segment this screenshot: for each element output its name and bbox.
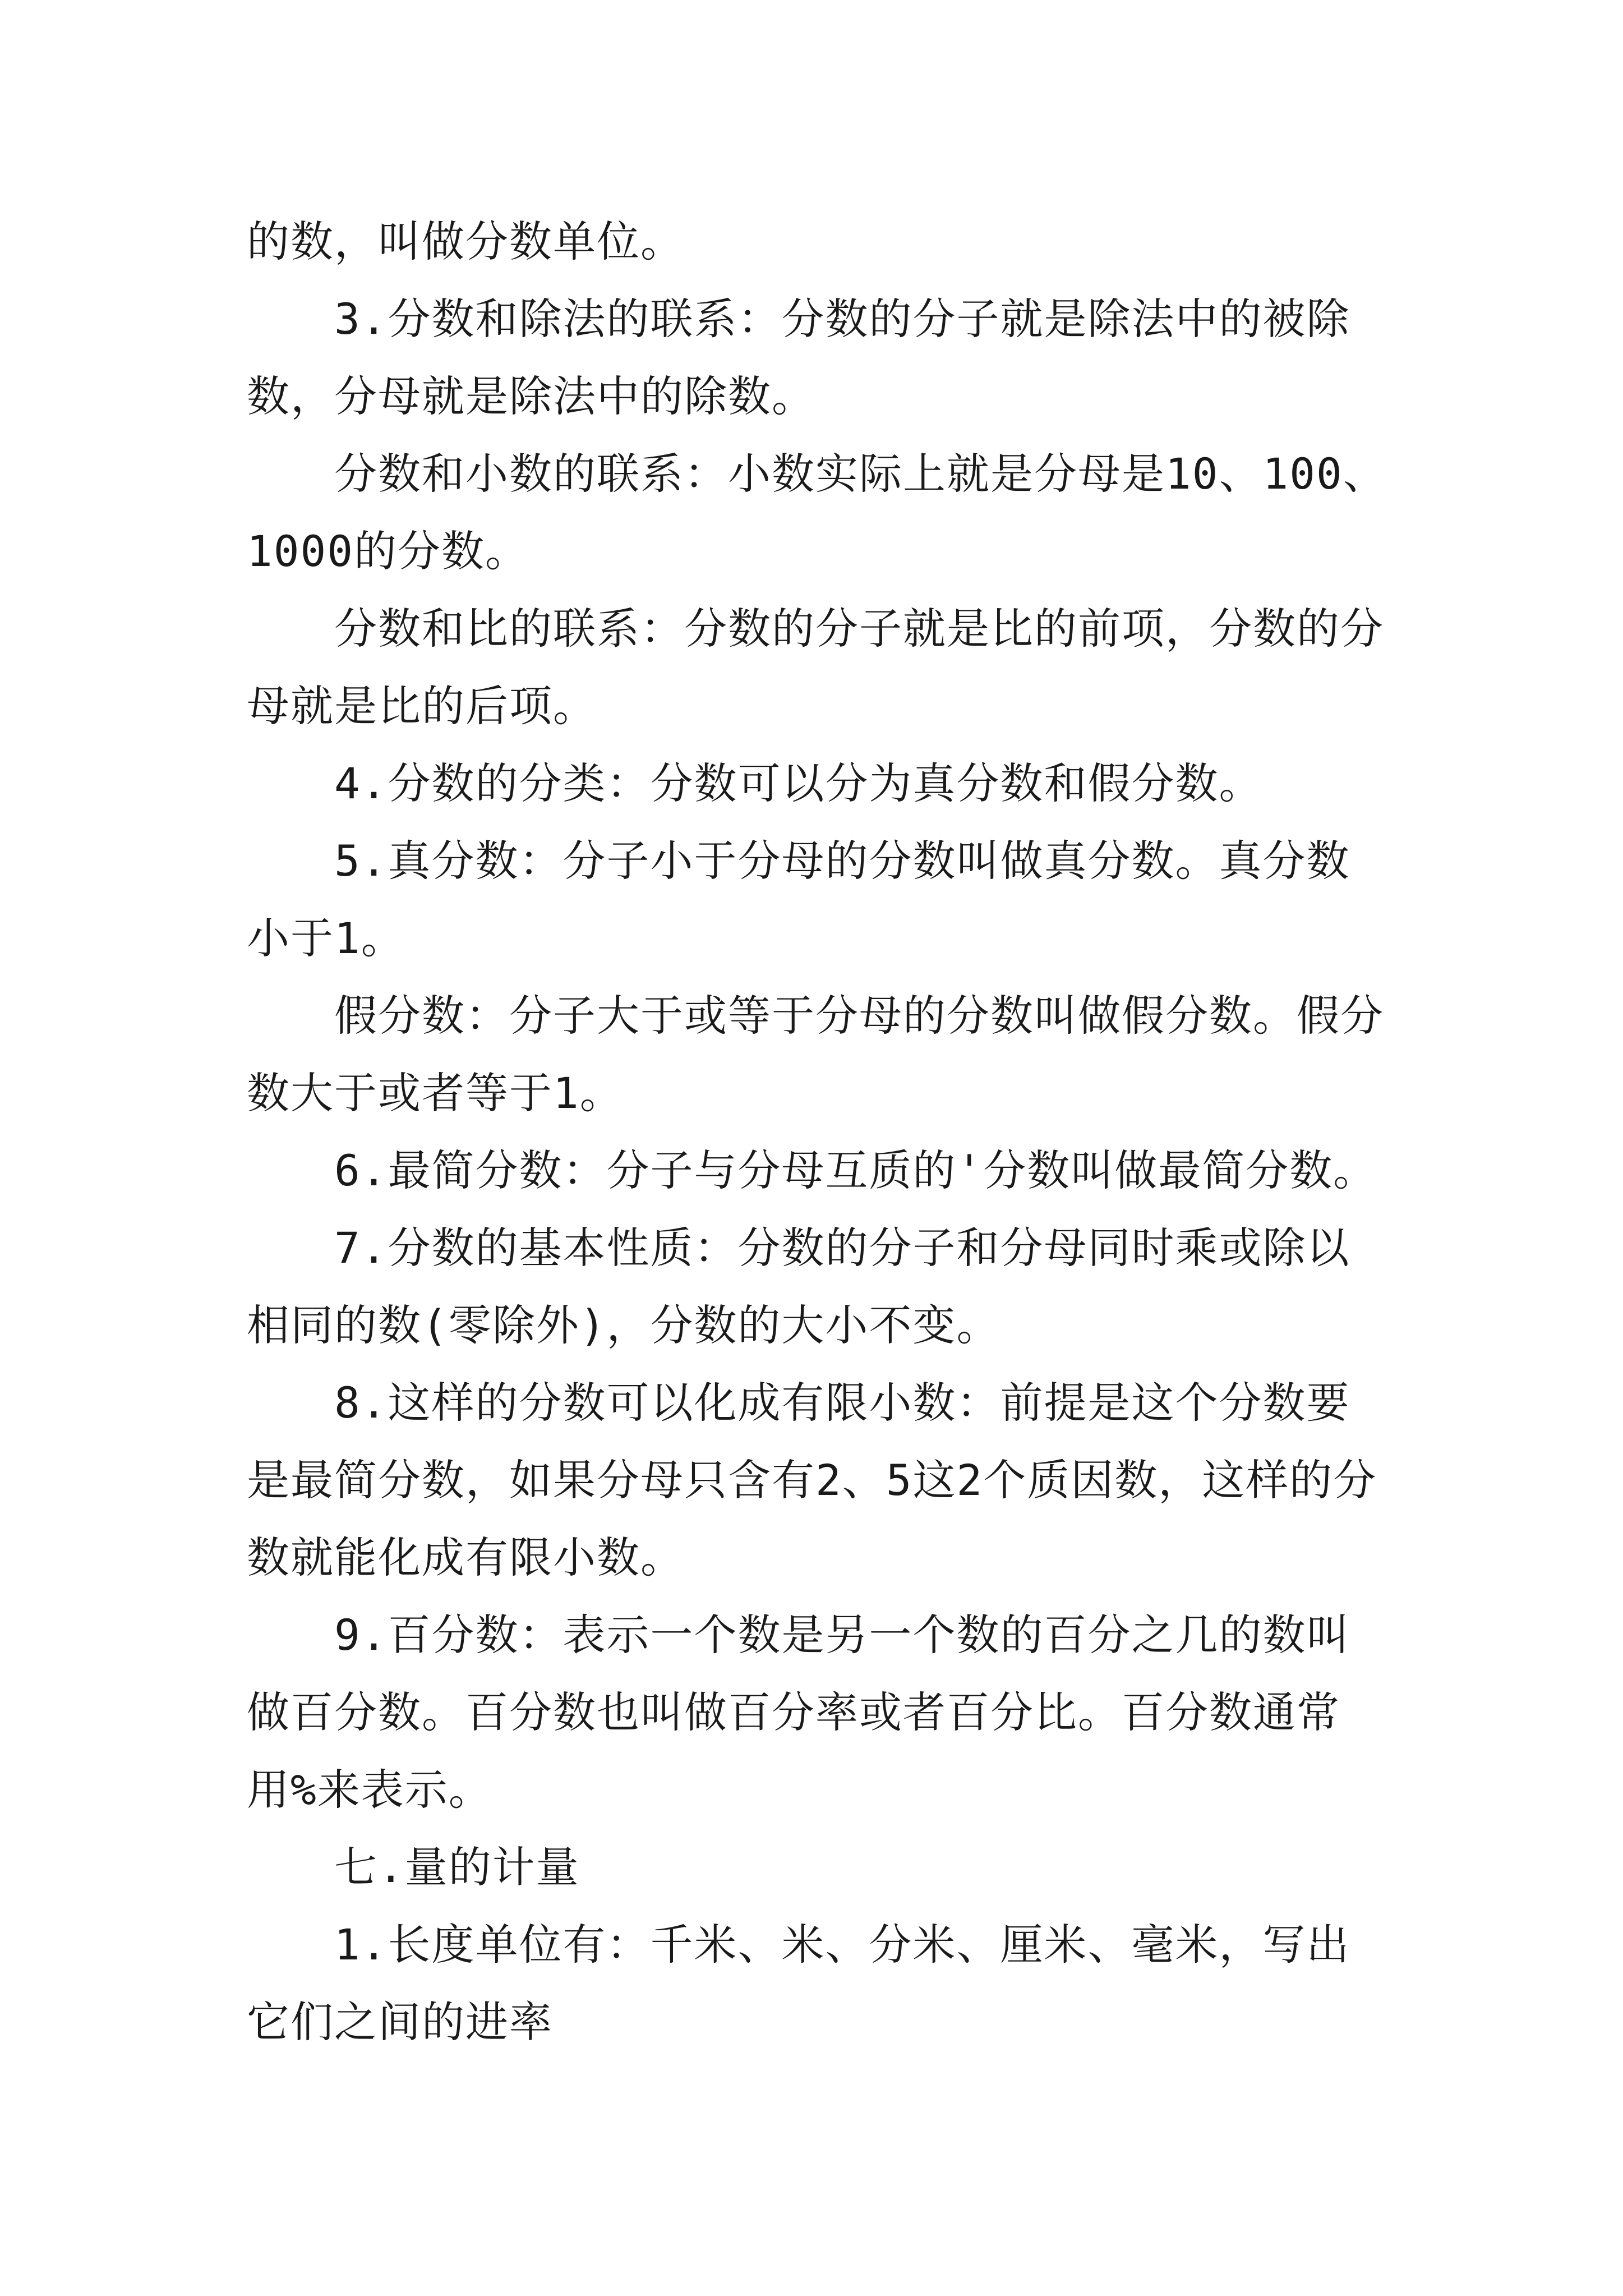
paragraph: 5.真分数：分子小于分母的分数叫做真分数。真分数小于1。 — [247, 836, 1350, 963]
document-body — [247, 203, 1391, 2061]
paragraph: 9.百分数：表示一个数是另一个数的百分之几的数叫做百分数。百分数也叫做百分率或者百分比。百分数通常用%来表示。 — [247, 1610, 1350, 1815]
paragraph: 7.分数的基本性质：分数的分子和分母同时乘或除以相同的数(零除外)，分数的大小不变。 — [247, 1223, 1350, 1350]
paragraph: 假分数：分子大于或等于分母的分数叫做假分数。假分数大于或者等于1。 — [247, 991, 1384, 1118]
paragraph: 1.长度单位有：千米、米、分米、厘米、毫米，写出它们之间的进率 — [247, 1920, 1350, 2047]
paragraph: 8.这样的分数可以化成有限小数：前提是这个分数要是最简分数，如果分母只含有2、5这2个质因数，这样的分数就能化成有限小数。 — [247, 1378, 1377, 1582]
paragraph: 4.分数的分类：分数可以分为真分数和假分数。 — [334, 758, 1263, 808]
paragraph: 分数和小数的联系：小数实际上就是分母是10、100、1000的分数。 — [247, 449, 1387, 576]
paragraph: 6.最简分数：分子与分母互质的'分数叫做最简分数。 — [334, 1145, 1377, 1195]
paragraph: 分数和比的联系：分数的分子就是比的前项，分数的分母就是比的后项。 — [247, 604, 1384, 731]
section-heading: 七.量的计量 — [334, 1842, 580, 1892]
paragraph: 的数，叫做分数单位。 — [247, 217, 684, 266]
paragraph: 3.分数和除法的联系：分数的分子就是除法中的被除数，分母就是除法中的除数。 — [247, 294, 1350, 421]
